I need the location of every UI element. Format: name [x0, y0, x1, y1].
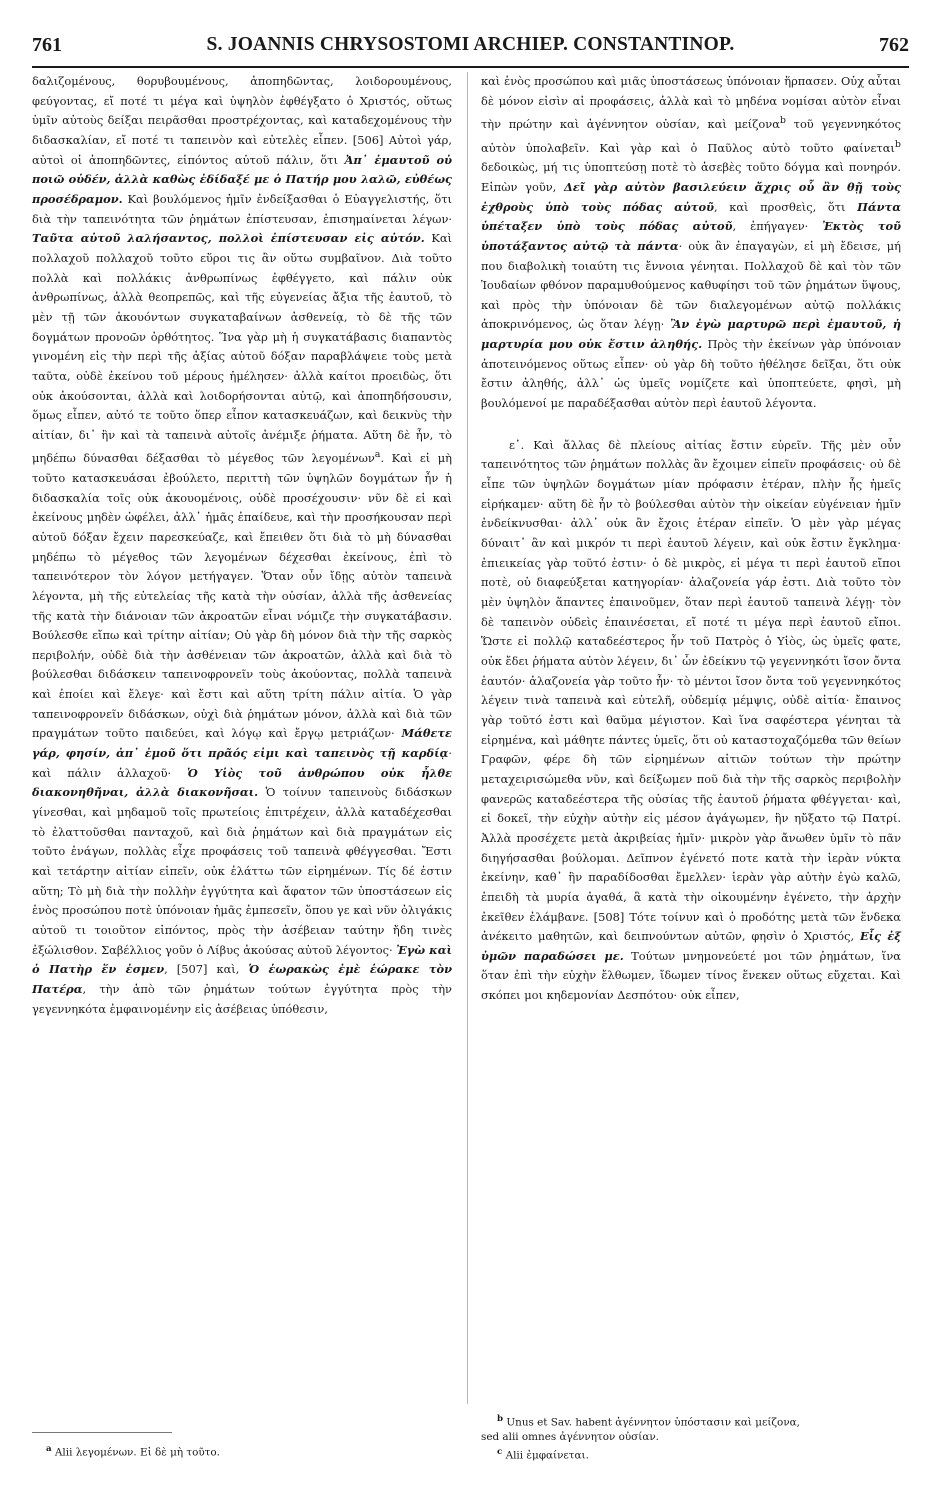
scripture-quote: Ταῦτα αὐτοῦ λαλήσαντος, πολλοὶ ἐπίστευσαν εἰς αὐτόν. [32, 231, 425, 246]
text-run: τοῦ γεγεννηκότος αὐτὸν ὑπολαβεῖν. Καὶ γὰρ καὶ ὁ Παῦλος αὐτὸ τοῦτο φαίνεται [481, 117, 901, 155]
text-run: Καὶ πολλαχοῦ πολλαχοῦ τοῦτο εὕροι τις ἂν οὕτω συμβαῖνον. Διὰ τοῦτο πολλὰ καὶ πολλάκις ἀνθρωπίνως ἐφθέγγετο, καὶ πάλιν οὐκ ἀνθρωπίνως, ἀλλὰ θεοπρεπῶς, καὶ τῆς εὐγενείας ἄξια τῆς ἑαυτοῦ, τὸ μὲν τῇ τῶν ἀκουόντων συγκαταβαίνων ἀσθενείᾳ, τὸ δὲ τῆς τῶν δογμάτων προνοῶν ὀρθότητος. Ἵνα γὰρ μὴ ἡ συγκατάβασις διαπαντὸς γινομένη εἰς τὴν περὶ τῆς ἀξίας αὐτοῦ δόξαν παραβλάψειε τοὺς μετὰ ταῦτα, οὐδὲ ἐκείνου τοῦ μέρους ἠμέλησεν· ἀλλὰ καίτοι προειδὼς, ὅτι οὐκ ἀκούσονται, ἀλλὰ καὶ λοιδορήσονται αὐτῷ, καὶ ἀποπηδήσουσιν, ὅμως εἶπεν, αὐτό τε τοῦτο ὅπερ εἶπον κατασκευάζων, καὶ δεικνὺς τὴν αἰτίαν, δι᾿ ἣν καὶ τὰ ταπεινὰ αὐτοῖς ἀνέμιξε ῥήματα. Αὕτη δὲ ἦν, τὸ μηδέπω δύνασθαι δέξασθαι τὸ μέγεθος τῶν λεγομένων [32, 231, 452, 466]
scripture-quote: Εἷς ἐξ ὑμῶν παραδώσει με. [481, 929, 901, 963]
text-run: δεδοικὼς, μή τις ὑποπτεύσῃ ποτὲ τὸ ἀσεβὲς τοῦτο δόγμα καὶ πονηρόν. Εἰπὼν γοῦν, [481, 160, 901, 194]
scripture-quote: Ἀπ᾿ ἐμαυτοῦ οὐ ποιῶ οὐδέν, ἀλλὰ καθὼς ἐδίδαξέ με ὁ Πατήρ μου λαλῶ, εὐθέως προσέδραμον. [32, 152, 452, 206]
scripture-quote: Ἐγὼ καὶ ὁ Πατὴρ ἕν ἐσμεν [32, 942, 452, 977]
right-column-text [481, 72, 901, 1006]
right-page-number: 762 [879, 34, 909, 56]
footnote-reference: a [374, 449, 381, 461]
footnote-left [46, 1442, 446, 1460]
scripture-quote: Ὁ ἑωρακὼς ἐμὲ ἑώρακε τὸν Πατέρα [32, 962, 452, 996]
paragraph [32, 72, 452, 1019]
text-run: , [507] καὶ, [164, 962, 249, 977]
footnote-b-text-2: sed alii omnes ἀγέννητον οὐσίαν. [481, 1431, 659, 1444]
footnote-b-line1 [481, 1412, 901, 1430]
footnote-b-text-1: Unus et Sav. habent ἀγέννητον ὑπόστασιν καὶ μείζονα, [506, 1416, 800, 1429]
text-run: καὶ ἑνὸς προσώπου καὶ μιᾶς ὑποστάσεως ὑπόνοιαν ἥρπασεν. Οὐχ αὗται δὲ μόνον εἰσὶν αἱ προφάσεις, ἀλλὰ καὶ τὸ μηδένα νομίσαι αὐτὸν εἶναι τὴν πρώτην καὶ ἀγέννητον οὐσίαν, καὶ μείζονα [481, 74, 901, 132]
text-run: Ὁ τοίνυν ταπεινοὺς διδάσκων γίνεσθαι, καὶ μηδαμοῦ τοῖς πρωτείοις ἐπιτρέχειν, ἀλλὰ καταδέχεσθαι τὸ ἐλαττοῦσθαι πανταχοῦ, καὶ διὰ ῥημάτων καὶ διὰ πραγμάτων εἰς τοῦτο ἐνάγων, πολλὰς εἶχε προφάσεις τοῦ ταπεινὰ φθέγγεσθαι. Ἔστι καὶ τετάρτην αἰτίαν εἰπεῖν, οὐκ ἐλάττω τῶν εἰρημένων. Τίς δέ ἐστιν αὕτη; Τὸ μὴ διὰ τὴν πολλὴν ἐγγύτητα καὶ ἄφατον τῶν ὑποστάσεων εἰς ἑνὸς προσώπου ποτὲ ὑπόνοιαν ἡμᾶς ἐμπεσεῖν, ὅπου γε καὶ νῦν ὀλιγάκις αὐτοῦ τι τοιοῦτον εἰπόντος, πρὸς τὴν ἀσέβειαν ταύτην ἤδη τινὲς ἐξώλισθον. Σαβέλλιος γοῦν ὁ Λίβυς ἀκούσας αὐτοῦ λέγοντος· [32, 785, 452, 957]
paragraph [481, 436, 901, 1006]
scripture-quote: Ὁ Υἱὸς τοῦ ἀνθρώπου οὐκ ἦλθε διακονηθῆναι, ἀλλὰ διακονῆσαι. [32, 765, 452, 800]
footnote-reference: b [894, 138, 901, 150]
footnote-rule [32, 1432, 172, 1433]
text-run: Τούτων μνημονεύετέ μοι τῶν ῥημάτων, ἵνα ὅταν ἐπὶ τὴν εὐχὴν ἔλθωμεν, ἴδωμεν τίνος ἕνεκεν οὕτως εὔχεται. Καὶ σκόπει μοι κηδεμονίαν Δεσπότου· οὐκ εἶπεν, [481, 948, 901, 1003]
running-title: S. JOANNIS CHRYSOSTOMI ARCHIEP. CONSTANTINOP. [206, 34, 735, 55]
footnote-marker-b: b [497, 1414, 504, 1424]
scripture-quote: Πάντα ὑπέταξεν ὑπὸ τοὺς πόδας αὐτοῦ [481, 199, 901, 234]
text-run: , καὶ προσθεὶς, ὅτι [713, 199, 858, 214]
text-run: · οὐκ ἂν ἐπαγαγὼν, εἰ μὴ ἔδεισε, μή που διαβολικὴ τοιαύτη τις ἔννοια γένηται. Πολλαχοῦ δὲ καὶ τὸν τῶν Ἰουδαίων φθόνον παραμυθούμενος καθυφίησι τοῦ τῶν ῥημάτων ὕψους, καὶ πρὸς τὴν ὑπόνοιαν δὲ τῶν διαλεγομένων αὐτῷ πολλάκις ἀποκρινόμενος, ὡς ὅταν λέγῃ· [481, 238, 902, 332]
scripture-quote: Μάθετε γάρ, φησίν, ἀπ᾿ ἐμοῦ ὅτι πρᾶός εἰμι καὶ ταπεινὸς τῇ καρδίᾳ [32, 726, 452, 761]
paragraph [481, 72, 901, 414]
footnote-marker-c: c [497, 1447, 503, 1458]
footnote-right [481, 1412, 901, 1464]
left-page-number: 761 [32, 34, 62, 56]
text-run: · καὶ πάλιν ἀλλαχοῦ· [32, 746, 452, 780]
text-run: , τὴν ἀπὸ τῶν ῥημάτων τούτων ἐγγύτητα πρὸς τὴν γεγεννηκότα ἐμφαινομένην εἰς ἀσέβειας ὑπόθεσιν, [32, 981, 452, 1016]
text-run: Πρὸς τὴν ἐκείνων γὰρ ὑπόνοιαν ἀποτεινόμενος οὕτως εἶπεν· οὐ γὰρ δὴ τοῦτο ἠθέλησε δεῖξαι, ὅτι οὐκ ἔστιν ἀληθής, ἀλλ᾿ ὡς ὑμεῖς νομίζετε καὶ ὑποπτεύετε, φησὶ, μὴ βουλόμενοί με παραδέξασθαι αὐτὸν περὶ ἑαυτοῦ λέγοντα. [481, 337, 901, 411]
text-run: . Καὶ εἰ μὴ τοῦτο κατασκευάσαι ἐβούλετο, περιττὴ τῶν ὑψηλῶν δογμάτων ἦν ἡ διδασκαλία τοῖς οὐκ ἀκουομένοις, οὐδὲ προσέχουσιν· νῦν δὲ εἰ καὶ ἐκείνους μηδὲν ὠφέλει, ἀλλ᾿ ἡμᾶς ἐπαίδευε, καὶ τὴν προσήκουσαν περὶ αὐτοῦ δόξαν ἔχειν παρεσκεύαζε, καὶ ἔπειθεν ὅτι διὰ τὸ μὴ δύνασθαι μηδέπω τὸ μέγεθος τῶν λεγομένων δέχεσθαι ἐκείνους, ἐπὶ τὸ ταπεινότερον τὸν λόγον μετήγαγεν. Ὅταν οὖν ἴδῃς αὐτὸν ταπεινὰ λέγοντα, μὴ τῆς εὐτελείας τῆς κατὰ τὴν οὐσίαν, ἀλλὰ τῆς ἀσθενείας τῆς κατὰ τὴν διάνοιαν τῶν ἀκροατῶν εἶναι νόμιζε τὴν συγκατάβασιν. Βούλεσθε εἴπω καὶ τρίτην αἰτίαν; Οὐ γὰρ δὴ μόνον διὰ τὴν τῆς σαρκὸς περιβολήν, οὐδὲ διὰ τὴν ἀσθένειαν τῶν ἀκροατῶν, ἀλλὰ καὶ διὰ τὸ βούλεσθαι διδάσκειν ταπεινοφρονεῖν τοὺς ἀκούοντας, πολλὰ ταπεινὰ καὶ ἐποίει καὶ ἔλεγε· καὶ ἔστι καὶ αὕτη τρίτη πάλιν αἰτία. Ὁ γὰρ ταπεινοφρονεῖν διδάσκων, οὐχὶ διὰ ῥημάτων μόνον, ἀλλὰ καὶ διὰ τῶν πραγμάτων τοῦτο παιδεύει, καὶ λόγῳ καὶ ἔργῳ μετριάζων· [32, 451, 453, 741]
column-divider [467, 72, 468, 1404]
footnote-c-text: Alii ἐμφαίνεται. [505, 1449, 589, 1462]
footnote-reference: b [779, 115, 786, 127]
text-run: ε᾿. Καὶ ἄλλας δὲ πλείους αἰτίας ἔστιν εὑρεῖν. Τῆς μὲν οὖν ταπεινότητος τῶν ῥημάτων πολλὰς ἂν ἔχοιμεν εἰπεῖν προφάσεις· οὐ δὲ εἶπε τῶν ὑψηλῶν δογμάτων μίαν πρόφασιν ἑτέραν, πλὴν ἧς ἡμεῖς εἰρήκαμεν· αὕτη δὲ ἦν τὸ βούλεσθαι αὐτὸν τὴν οἰκείαν εὐγένειαν ἡμῖν ἐνδείκνυσθαι· ἀλλ᾿ οὐκ ἂν ἔχοις ἑτέραν εἰπεῖν. Ὁ μὲν γὰρ μέγας δύναιτ᾿ ἂν καὶ μικρόν τι περὶ ἑαυτοῦ λέγειν, καὶ οὐκ ἔστιν ἔγκλημα· ἐπιεικείας γὰρ τοῦτό ἐστιν· ὁ δὲ μικρὸς, εἰ μέγα τι περὶ ἑαυτοῦ εἴποι ποτὲ, οὐ διαφεύξεται κατηγορίαν· ἀλαζονεία γάρ ἐστι. Διὰ τοῦτο τὸν μὲν ὑψηλὸν ἅπαντες ἐπαινοῦμεν, ὅταν περὶ ἑαυτοῦ ταπεινὰ λέγῃ· τὸν δὲ ταπεινὸν οὐδεὶς ἐπαινέσεται, εἴ ποτέ τι μέγα περὶ ἑαυτοῦ εἴποι. Ὥστε εἰ πολλῷ καταδεέστερος ἦν τοῦ Πατρὸς ὁ Υἱὸς, ὡς ὑμεῖς φατε, οὐκ ἔδει ῥήματα αὐτὸν λέγειν, δι᾿ ὧν ἐδείκνυ τῷ γεγεννηκότι ἴσον ὄντα ἑαυτόν· ἀλαζονεία γὰρ τοῦτο ἦν· τὸ μέντοι ἴσον ὄντα τοῦ γεγεννηκότος λέγειν τινὰ ταπεινὰ καὶ εὐτελῆ, οὐδεμίᾳ μέμψις, οὐδὲ αἰτία· ἔπαινος γὰρ τοῦτό ἐστι καὶ θαῦμα μέγιστον. Καὶ ἵνα σαφέστερα γένηται τὰ εἰρημένα, καὶ μάθητε πάντες ὑμεῖς, ὅτι οὐ καταστοχαζόμεθα τῶν θείων Γραφῶν, φέρε δὴ τῶν εἰρημένων αἰτιῶν τούτων τὴν πρώτην μεταχειρισώμεθα νῦν, καὶ δείξωμεν ποῦ διὰ τὴν τῆς σαρκὸς περιβολὴν φανερῶς καταδεέστερα τῆς οὐσίας τῆς ἑαυτοῦ ῥήματα φθέγγεται· καὶ, εἰ δοκεῖ, τὴν εὐχὴν αὐτὴν εἰς μέσον ἀγάγωμεν, ἣν ηὔξατο τῷ Πατρί. Ἀλλὰ προσέχετε μετὰ ἀκριβείας ἡμῖν· μικρὸν γὰρ ἄνωθεν ὑμῖν τὸ πᾶν διηγήσασθαι βούλομαι. Δεῖπνον ἐγένετό ποτε κατὰ τὴν ἱερὰν νύκτα ἐκείνην, καθ᾿ ἣν παραδίδοσθαι ἔμελλεν· ἱερὰν γὰρ αὐτὴν ἐγὼ καλῶ, ἐπειδὴ τὰ μυρία ἀγαθά, ἃ κατὰ τὴν οἰκουμένην ἐγένετο, τὴν ἀρχὴν ἐκεῖθεν ἐλάμβανε. [508] Τότε τοίνυν καὶ ὁ προδότης μετὰ τῶν ἕνδεκα ἀνέκειτο μαθητῶν, καὶ δειπνούντων αὐτῶν, φησὶν ὁ Χριστός, [481, 437, 901, 944]
text-run: δαλιζομένους, θορυβουμένους, ἀποπηδῶντας, λοιδορουμένους, φεύγοντας, εἴ ποτέ τι μέγα καὶ ὑψηλὸν ἐφθέγξατο ὁ Χριστός, οὕτως ὑμῖν αὐτοὺς δείξαι πειρᾶσθαι προστρέχοντας, καὶ καταδεχομένους τὴν διδασκαλίαν, εἴ ποτέ τι ταπεινὸν καὶ εὐτελὲς εἶπεν. [506] Αὐτοὶ γάρ, αὐτοὶ οἱ ἀποπηδῶντες, εἰπόντος αὐτοῦ πάλιν, ὅτι [32, 74, 452, 167]
footnote-marker-a: a [46, 1444, 52, 1454]
text-run: , ἐπήγαγεν· [732, 219, 823, 234]
footnote-c-line [481, 1445, 901, 1463]
text-run: Καὶ βουλόμενος ἡμῖν ἐνδείξασθαι ὁ Εὐαγγελιστής, ὅτι διὰ τὴν ταπεινότητα τῶν ῥημάτων ἐπίστευσαν, ἐπισημαίνεται λέγων· [32, 191, 452, 226]
scripture-quote: Ἂν ἐγὼ μαρτυρῶ περὶ ἐμαυτοῦ, ἡ μαρτυρία μου οὐκ ἔστιν ἀληθής. [481, 317, 901, 352]
footnote-b-line2 [481, 1430, 901, 1445]
scripture-quote: Ἐκτὸς τοῦ ὑποτάξαντος αὐτῷ τὰ πάντα [481, 219, 901, 253]
footnote-a-text: Alii λεγομένων. Εἰ δὲ μὴ τοῦτο. [54, 1446, 220, 1459]
scripture-quote: Δεῖ γὰρ αὐτὸν βασιλεύειν ἄχρις οὗ ἂν θῇ τοὺς ἐχθροὺς ὑπὸ τοὺς πόδας αὐτοῦ [481, 179, 901, 214]
running-header [32, 32, 909, 68]
left-column-text [32, 72, 452, 1019]
